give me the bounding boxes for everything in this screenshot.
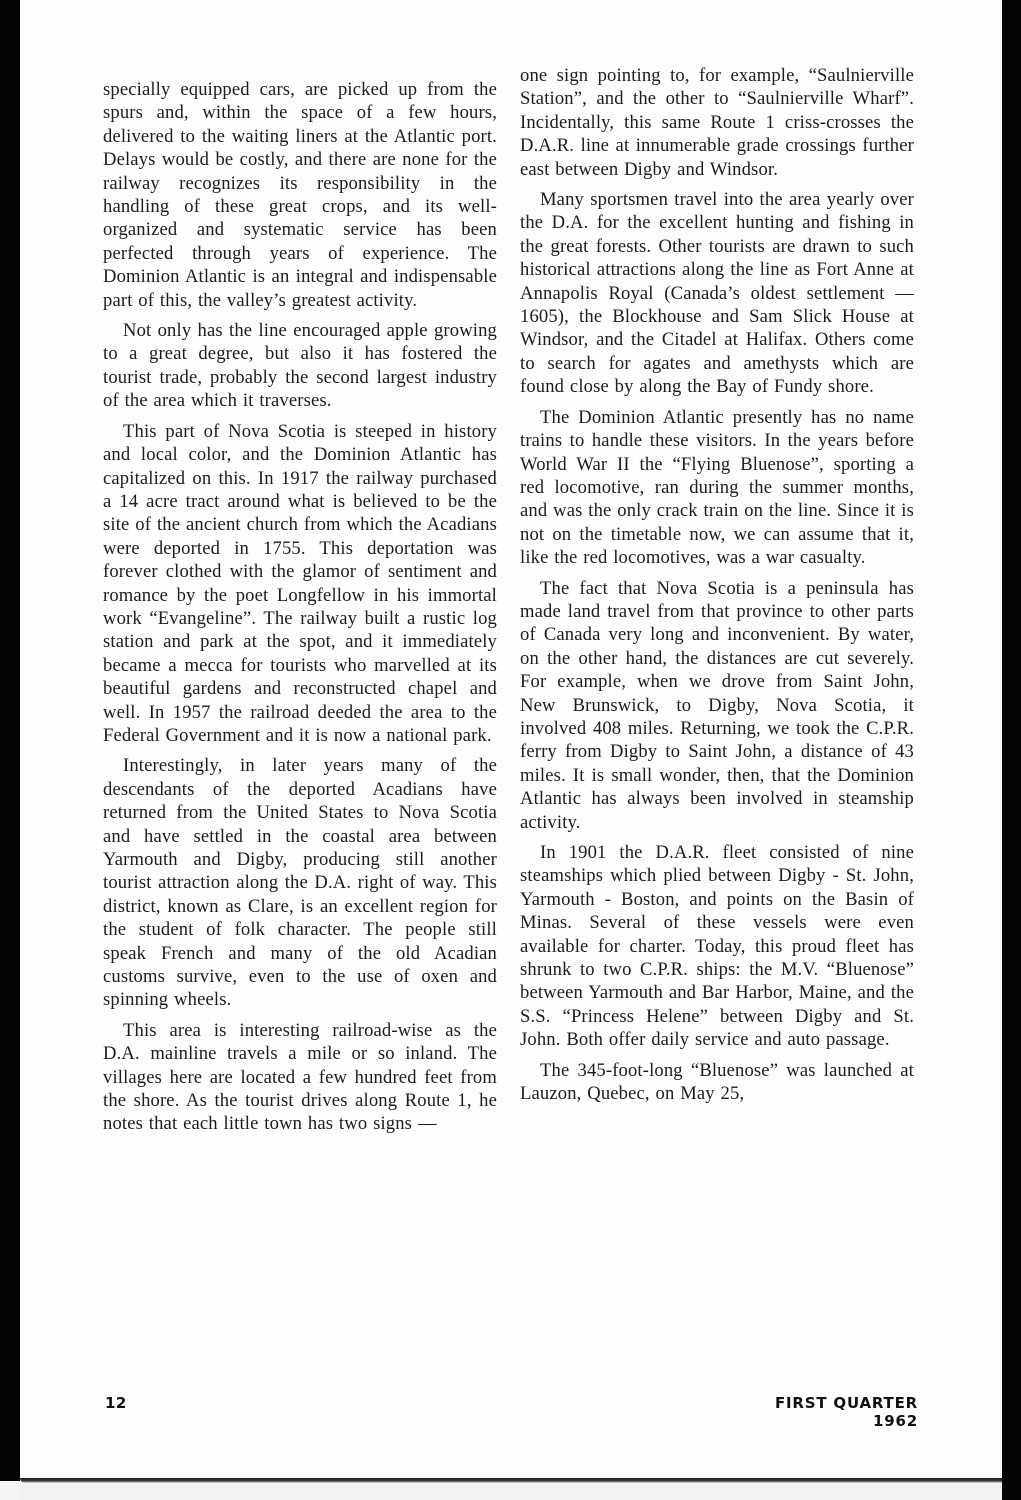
- paragraph-history-evangeline: This part of Nova Scotia is steeped in history and local color, and the Dominion Atlantic has capitalized on this. In 1917 the railway purchased a 14 acre tract around what is believed to be the site of the ancient church from which the Acadians were deported in 1755. This deportation was forever clothed with the glamor of sentiment and romance by the poet Longfellow in his immortal work “Evangeline”. The railway built a rustic log station and park at the spot, and it immediately became a mecca for tourists who marvelled at its beautiful gardens and reconstructed chapel and well. In 1957 the railroad deeded the area to the Federal Government and it is now a national park.: [103, 420, 497, 746]
- scan-border-left: [0, 0, 20, 1481]
- paragraph-flying-bluenose: The Dominion Atlantic presently has no name trains to handle these visitors. In the years before World War II the “Flying Bluenose”, sporting a red locomotive, ran during the summer months, and was the only crack train on the line. Since it is not on the timetable now, we can assume that it, like the red locomotives, was a war casualty.: [520, 406, 914, 569]
- paragraph-dar-fleet: In 1901 the D.A.R. fleet consisted of nine steamships which plied between Digby - St. John, Yarmouth - Boston, and points on the Basin of Minas. Several of these vessels were even available for charter. Today, this proud fleet has shrunk to two C.P.R. ships: the M.V. “Bluenose” between Yarmouth and Bar Harbor, Maine, and the S.S. “Princess Helene” between Digby and St. John. Both offer daily service and auto passage.: [520, 842, 914, 1051]
- paragraph-tourist-trade: Not only has the line encouraged apple growing to a great degree, but also it has fostered the tourist trade, probably the second largest industry of the area which it traverses.: [103, 320, 497, 412]
- scan-border-right: [1002, 0, 1021, 1500]
- paragraph-apple-shipping: specially equipped cars, are picked up from the spurs and, within the space of a few hours, delivered to the waiting liners at the Atlantic port. Delays would be costly, and there are none for the railway recognizes its responsibility in the handling of these great crops, and its well-organized and systematic service has been perfected through years of experience. The Dominion Atlantic is an integral and indispensable part of this, the valley’s greatest activity.: [103, 79, 497, 311]
- page-number: 12: [105, 1394, 127, 1412]
- paragraph-sportsmen: Many sportsmen travel into the area yearly over the D.A. for the excellent hunting and fishing in the great forests. Other tourists are drawn to such historical attractions along the line as Fort Anne at Annapolis Royal (Canada’s oldest settlement — 1605), the Blockhouse and Sam Slick House at Windsor, and the Citadel at Halifax. Others come to search for agates and amethysts which are found close by along the Bay of Fundy shore.: [520, 189, 914, 398]
- issue-label: FIRST QUARTER 1962: [774, 1394, 918, 1430]
- paragraph-peninsula-travel: The fact that Nova Scotia is a peninsula has made land travel from that province to other parts of Canada very long and inconvenient. By water, on the other hand, the distances are cut severely. For example, when we drove from Saint John, New Brunswick, to Digby, Nova Scotia, it involved 408 miles. Returning, we took the C.P.R. ferry from Digby to Saint John, a distance of 43 miles. It is small wonder, then, that the Dominion Atlantic has always been involved in steamship activity.: [520, 577, 914, 833]
- left-column: [103, 78, 497, 1143]
- paragraph-bluenose-launch: The 345-foot-long “Bluenose” was launched at Lauzon, Quebec, on May 25,: [520, 1059, 914, 1105]
- paragraph-route-one: This area is interesting railroad-wise as the D.A. mainline travels a mile or so inland. The villages here are located a few hundred feet from the shore. As the tourist drives along Route 1, he notes that each little town has two signs —: [103, 1019, 497, 1135]
- scan-background-bottom: [20, 1484, 1002, 1500]
- paragraph-saulnierville-signs: one sign pointing to, for example, “Saulnierville Station”, and the other to “Saulnierville Wharf”. Incidentally, this same Route 1 criss-crosses the D.A.R. line at innumerable grade crossings further east between Digby and Windsor.: [520, 65, 914, 180]
- right-column: [520, 64, 914, 1112]
- paragraph-acadian-descendants: Interestingly, in later years many of the descendants of the deported Acadians have returned from the United States to Nova Scotia and have settled in the coastal area between Yarmouth and Digby, producing still another tourist attraction along the D.A. right of way. This district, known as Clare, is an excellent region for the student of folk character. The people still speak French and many of the old Acadian customs survive, even to the use of oxen and spinning wheels.: [103, 755, 497, 1011]
- page-bottom-edge: [20, 1478, 1002, 1483]
